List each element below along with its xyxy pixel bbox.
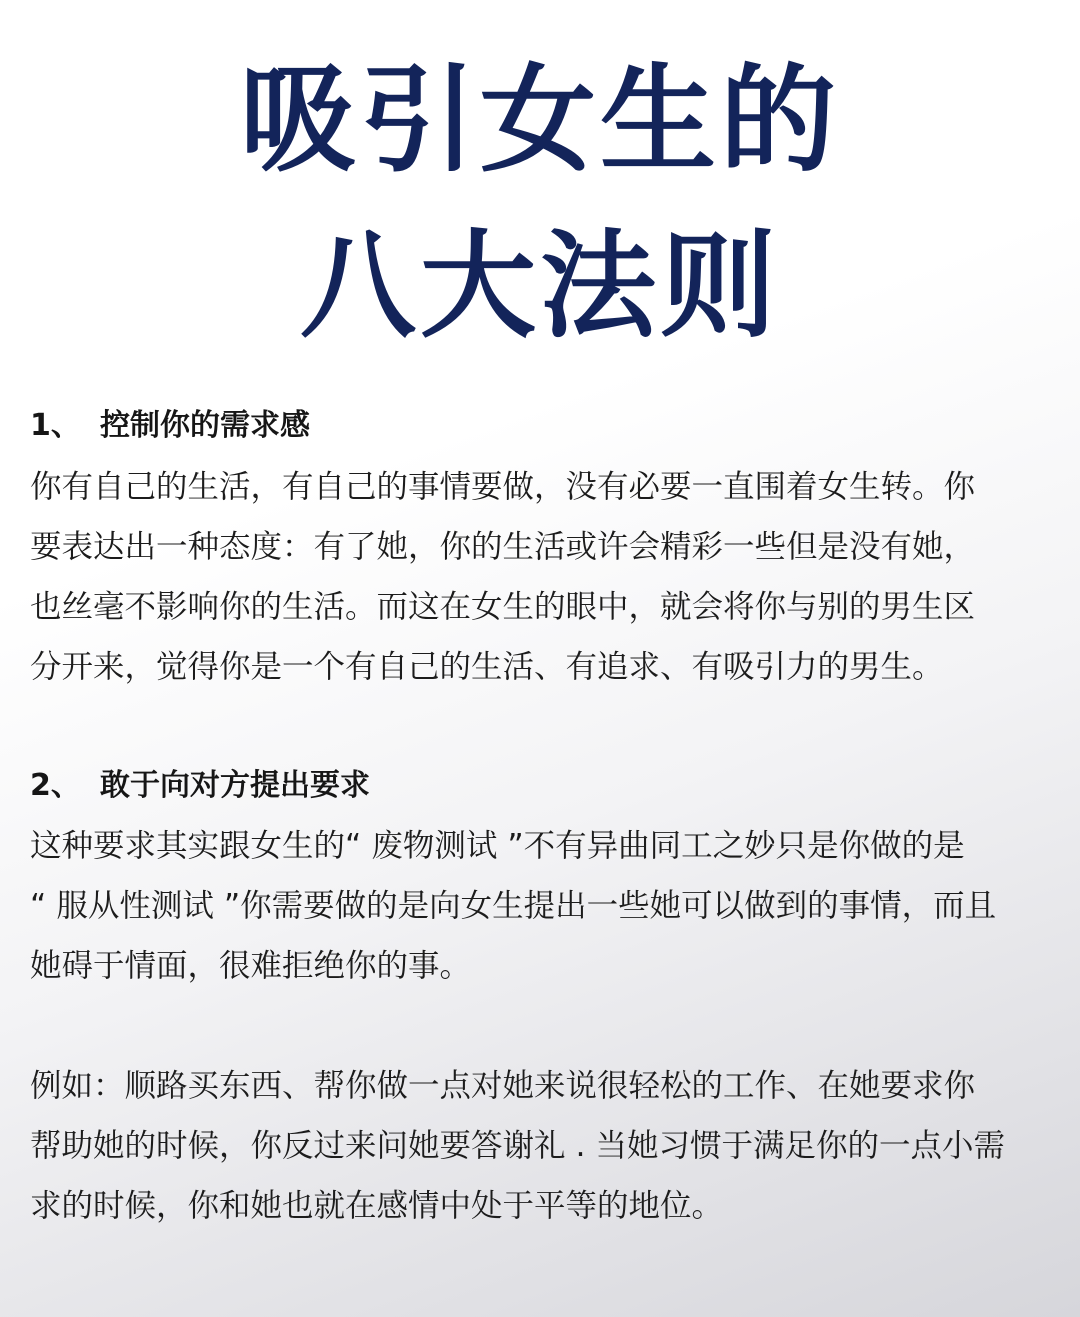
section-1-body: [30, 457, 1060, 697]
section-2-line: 这种要求其实跟女生的“ 废物测试 ”不有异曲同工之妙只是你做的是: [30, 828, 965, 864]
title-line-2: 八大法则: [300, 219, 780, 354]
section-1-line: 要表达出一种态度：有了她，你的生活或许会精彩一些但是没有她，: [30, 529, 976, 565]
title-line-1: 吸引女生的: [240, 53, 840, 188]
example-paragraph: [30, 1056, 1060, 1236]
section-1-line: 分开来，觉得你是一个有自己的生活、有追求、有吸引力的男生。: [30, 649, 944, 685]
section-1-line: 也丝毫不影响你的生活。而这在女生的眼中，就会将你与别的男生区: [30, 589, 976, 625]
section-1-number: 1、: [30, 408, 81, 443]
section-2-title: 敢于向对方提出要求: [100, 768, 370, 803]
section-1-line: 你有自己的生活，有自己的事情要做，没有必要一直围着女生转。你: [30, 469, 976, 505]
section-2-line: 她碍于情面，很难拒绝你的事。: [30, 948, 472, 984]
section-2-heading: [30, 766, 370, 806]
example-line: 例如：顺路买东西、帮你做一点对她来说很轻松的工作、在她要求你: [30, 1068, 976, 1104]
section-2-number: 2、: [30, 768, 81, 803]
section-1-title: 控制你的需求感: [100, 408, 310, 443]
example-line: 帮助她的时候，你反过来问她要答谢礼 . 当她习惯于满足你的一点小需: [30, 1128, 1006, 1164]
section-1-heading: [30, 406, 310, 446]
section-2-line: “ 服从性测试 ”你需要做的是向女生提出一些她可以做到的事情，而且: [30, 888, 997, 924]
section-2-body: [30, 816, 1060, 996]
example-line: 求的时候，你和她也就在感情中处于平等的地位。: [30, 1188, 724, 1224]
